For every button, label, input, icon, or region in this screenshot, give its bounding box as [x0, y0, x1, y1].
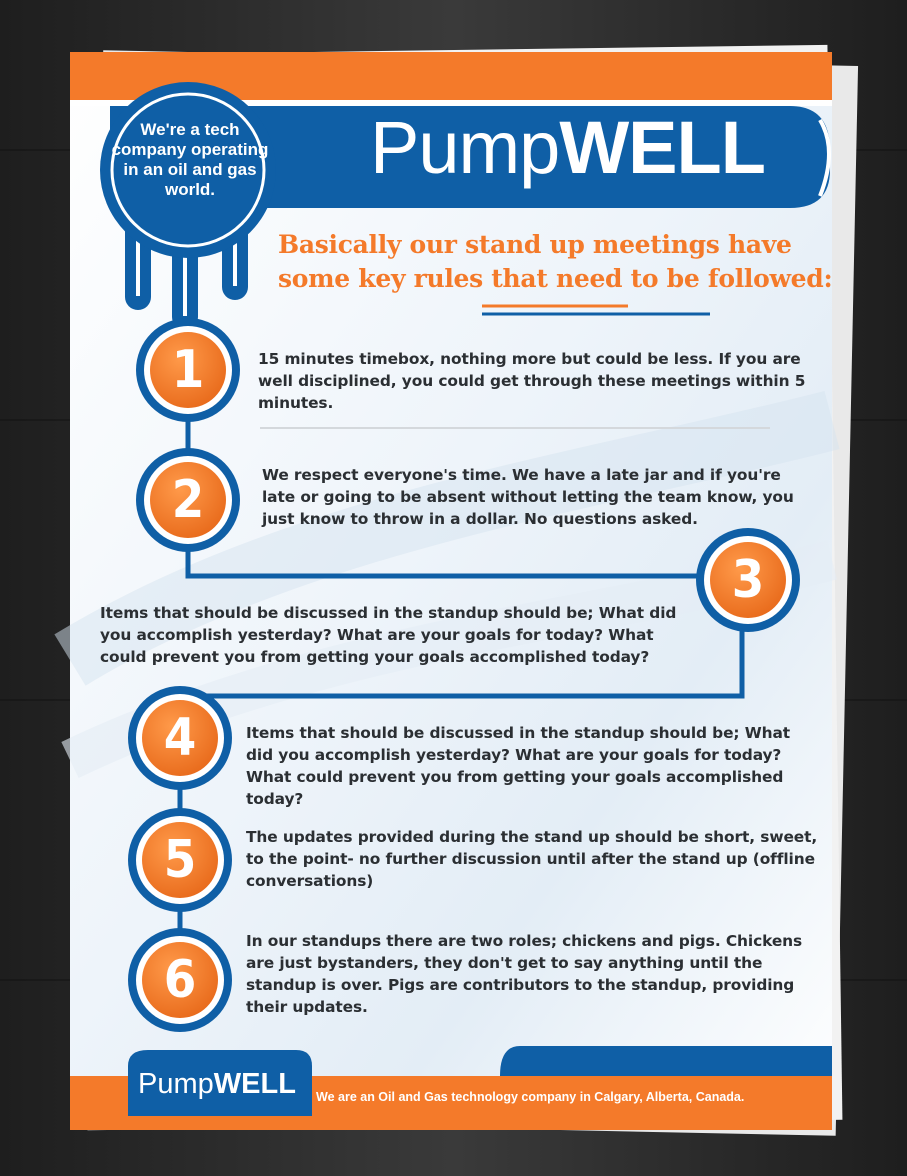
rule-text-1: 15 minutes timebox, nothing more but could be less. If you are well disciplined, you could get through these meetings within 5 minutes. — [258, 350, 806, 412]
rule-text-4: Items that should be discussed in the standup should be; What did you accomplish yesterday? What are your goals for today? What could prevent you from getting your goals accomplished today? — [246, 724, 791, 808]
logo-part-2: WELL — [559, 106, 765, 189]
logo-part-1: Pump — [370, 106, 560, 189]
rule-text-2: We respect everyone's time. We have a late jar and if you're late or going to be absent without letting the team know, you just know to throw in a dollar. No questions asked. — [262, 466, 794, 528]
rule-text-3: Items that should be discussed in the standup should be; What did you accomplish yesterday? What are your goals for today? What could prevent you from getting your goals accomplished today? — [100, 604, 677, 666]
footer-logo — [138, 1064, 308, 1104]
rule-number-1: 1 — [171, 340, 205, 400]
brand-logo — [370, 100, 790, 195]
footer-logo-part-1: Pump — [138, 1068, 214, 1100]
footer-logo-part-2: WELL — [213, 1068, 296, 1100]
footer-text: We are an Oil and Gas technology company in Calgary, Alberta, Canada. — [316, 1090, 745, 1104]
rule-number-6: 6 — [163, 950, 197, 1010]
rule-number-5: 5 — [163, 830, 197, 890]
rule-text-6: In our standups there are two roles; chickens and pigs. Chickens are just bystanders, they don't get to say anything until the standup is over. Pigs are contributors to the standup, providing their updates. — [246, 932, 803, 1016]
rule-number-3: 3 — [731, 550, 765, 610]
rule-number-2: 2 — [171, 470, 205, 530]
tagline-text: We're a tech company operating in an oil and gas world. — [111, 120, 269, 199]
footer-right-band — [500, 1046, 832, 1076]
rule-text-5: The updates provided during the stand up should be short, sweet, to the point- no further discussion until after the stand up (offline conversations) — [246, 828, 818, 890]
headline: Basically our stand up meetings have some key rules that need to be followed: — [278, 230, 833, 293]
rule-number-4: 4 — [163, 708, 197, 768]
